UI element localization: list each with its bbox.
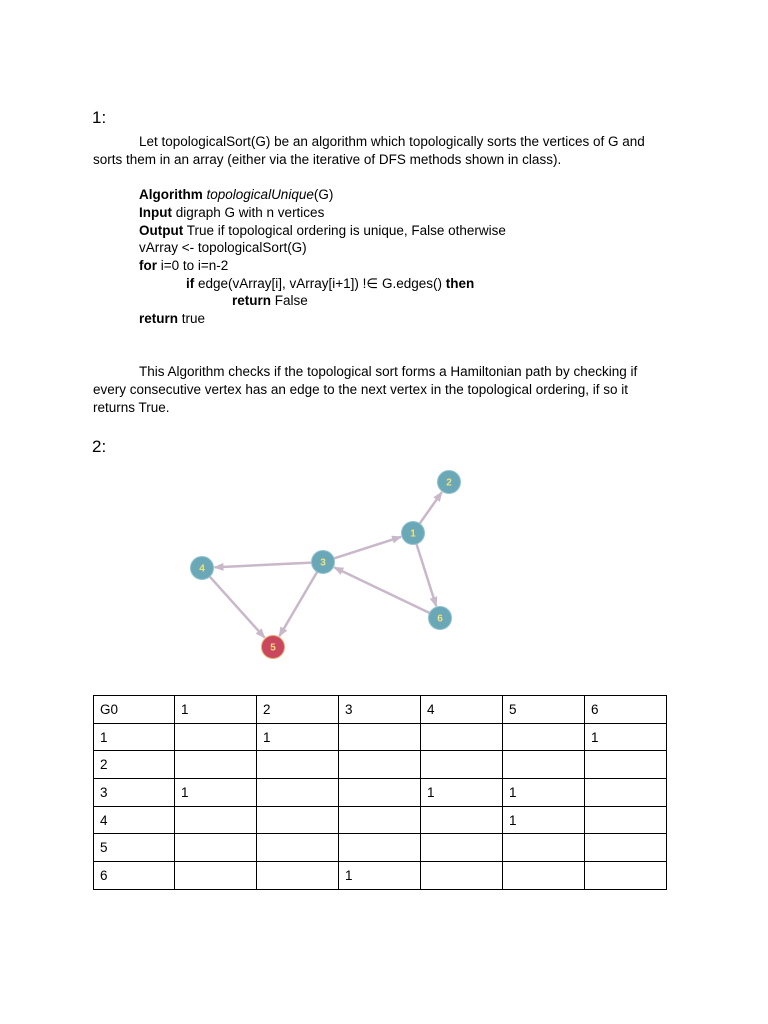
matrix-row	[94, 806, 667, 834]
edge-1-6	[416, 544, 436, 606]
matrix-cell	[339, 834, 421, 862]
explain-line-1: This Algorithm checks if the topological sort forms a Hamiltonian path by checking if	[139, 364, 638, 379]
matrix-row-header: 5	[94, 834, 175, 862]
graph-node-4	[191, 557, 214, 580]
algorithm-assign-line: vArray <- topologicalSort(G)	[139, 240, 307, 255]
return-true-text: true	[178, 311, 206, 326]
input-keyword: Input	[139, 205, 172, 220]
matrix-cell	[175, 862, 257, 890]
graph-node-1	[402, 522, 425, 545]
node-label: 6	[437, 613, 443, 625]
graph-node-2	[438, 471, 461, 494]
matrix-cell	[503, 862, 585, 890]
matrix-row	[94, 862, 667, 890]
return-keyword: return	[139, 311, 179, 326]
matrix-cell	[339, 751, 421, 779]
matrix-row-header: 6	[94, 862, 175, 890]
graph-node-6	[429, 607, 452, 630]
edge-3-1	[334, 537, 401, 559]
matrix-cell	[585, 779, 667, 807]
graph-node-5	[262, 636, 285, 659]
matrix-row-header: 2	[94, 751, 175, 779]
node-label: 2	[446, 477, 452, 489]
matrix-cell	[257, 779, 339, 807]
adjacency-matrix	[93, 695, 667, 890]
matrix-cell	[257, 862, 339, 890]
return-keyword: return	[232, 293, 272, 308]
graph-node-3	[312, 551, 335, 574]
matrix-row	[94, 751, 667, 779]
matrix-cell	[175, 806, 257, 834]
matrix-cell: 1	[175, 779, 257, 807]
matrix-cell: 1	[585, 723, 667, 751]
node-label: 4	[199, 563, 205, 575]
matrix-cell	[421, 834, 503, 862]
if-keyword: if	[186, 276, 195, 291]
return-false-text: False	[271, 293, 308, 308]
matrix-cell: 1	[421, 779, 503, 807]
matrix-cell	[257, 834, 339, 862]
explain-line-3: returns True.	[93, 400, 170, 415]
matrix-cell	[503, 723, 585, 751]
matrix-corner-cell: G0	[94, 696, 175, 724]
matrix-column-header: 6	[585, 696, 667, 724]
matrix-cell	[257, 806, 339, 834]
matrix-column-header: 1	[175, 696, 257, 724]
node-label: 3	[320, 557, 326, 569]
matrix-column-header: 5	[503, 696, 585, 724]
matrix-cell	[585, 834, 667, 862]
matrix-cell	[421, 862, 503, 890]
explain-line-2: every consecutive vertex has an edge to the next vertex in the topological ordering, if so it	[93, 382, 629, 397]
matrix-cell	[503, 751, 585, 779]
section-2-heading: 2:	[92, 437, 107, 456]
matrix-column-header: 2	[257, 696, 339, 724]
matrix-cell	[421, 751, 503, 779]
matrix-cell	[503, 834, 585, 862]
matrix-column-header: 3	[339, 696, 421, 724]
matrix-row-header: 4	[94, 806, 175, 834]
matrix-cell	[585, 862, 667, 890]
matrix-cell	[339, 806, 421, 834]
matrix-cell: 1	[503, 806, 585, 834]
if-text: edge(vArray[i], vArray[i+1]) !∈ G.edges()	[194, 276, 446, 291]
matrix-row-header: 1	[94, 723, 175, 751]
matrix-row	[94, 834, 667, 862]
algorithm-keyword: Algorithm	[139, 187, 203, 202]
matrix-cell	[585, 806, 667, 834]
edge-6-3	[334, 567, 429, 613]
intro-line-1: Let topologicalSort(G) be an algorithm which topologically sorts the vertices of G and	[139, 134, 645, 149]
intro-line-2: sorts them in an array (either via the iterative of DFS methods shown in class).	[93, 152, 562, 167]
section-1-heading: 1:	[92, 108, 107, 127]
edge-4-5	[210, 577, 265, 638]
algorithm-name: topologicalUnique	[206, 187, 314, 202]
matrix-row	[94, 723, 667, 751]
matrix-cell	[175, 751, 257, 779]
matrix-cell: 1	[503, 779, 585, 807]
edge-3-5	[279, 572, 317, 636]
output-text: True if topological ordering is unique, False otherwise	[183, 223, 506, 238]
matrix-cell: 1	[257, 723, 339, 751]
edge-1-2	[420, 492, 442, 523]
matrix-cell	[257, 751, 339, 779]
matrix-cell	[421, 806, 503, 834]
node-label: 5	[270, 642, 276, 654]
matrix-cell	[339, 723, 421, 751]
output-keyword: Output	[139, 223, 184, 238]
for-keyword: for	[139, 258, 157, 273]
matrix-row-header: 3	[94, 779, 175, 807]
then-keyword: then	[445, 276, 475, 291]
for-text: i=0 to i=n-2	[157, 258, 229, 273]
matrix-column-header: 4	[421, 696, 503, 724]
matrix-cell	[339, 779, 421, 807]
matrix-cell	[175, 834, 257, 862]
matrix-row	[94, 779, 667, 807]
input-text: digraph G with n vertices	[172, 205, 325, 220]
algorithm-params: (G)	[313, 187, 334, 202]
matrix-cell	[421, 723, 503, 751]
edge-3-4	[214, 563, 311, 568]
matrix-cell: 1	[339, 862, 421, 890]
matrix-cell	[585, 751, 667, 779]
matrix-cell	[175, 723, 257, 751]
node-label: 1	[410, 528, 416, 540]
matrix-header-row	[94, 696, 667, 724]
